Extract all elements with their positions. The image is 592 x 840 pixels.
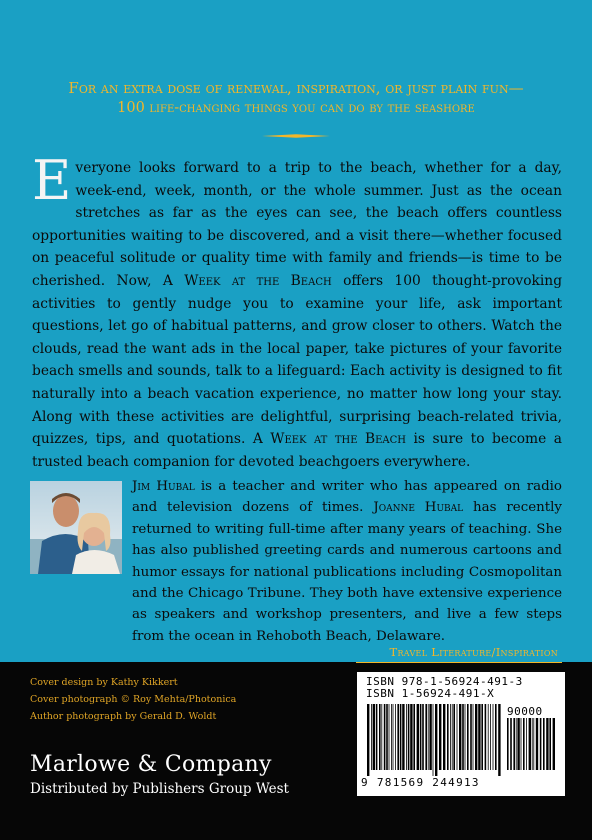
barcode-bar: [478, 704, 480, 770]
barcode-bar: [529, 718, 531, 770]
barcode-bar: [546, 718, 548, 770]
isbn-13: ISBN 978-1-56924-491-3: [366, 675, 523, 688]
barcode-bar: [498, 704, 500, 776]
barcode-bar: [488, 704, 489, 770]
barcode-bar: [526, 718, 527, 770]
barcode-bar: [540, 718, 542, 770]
barcode-bar: [462, 704, 464, 770]
barcode-bar: [402, 704, 404, 770]
tagline-line-2: 100 life-changing things you can do by the seashore: [117, 100, 475, 116]
barcode-bar: [420, 704, 422, 770]
barcode-bar: [417, 704, 419, 770]
barcode-bar: [395, 704, 396, 770]
drop-cap: E: [32, 149, 72, 212]
barcode-bar: [481, 704, 483, 770]
barcode-bar: [410, 704, 412, 770]
barcode-bar: [533, 718, 534, 770]
barcode-bar: [523, 718, 525, 770]
barcode-bar: [521, 718, 522, 770]
isbn-10: ISBN 1-56924-491-X: [366, 687, 495, 700]
barcode-bar: [428, 704, 429, 770]
book-title-inline: A Week at the Beach: [162, 272, 332, 289]
barcode-bar: [367, 704, 369, 776]
barcode-bar: [408, 704, 410, 770]
tagline-line-1: For an extra dose of renewal, inspiration, or just plain fun—: [68, 79, 524, 97]
barcode-bar: [391, 704, 392, 770]
barcode-bar: [490, 704, 491, 770]
barcode-bar: [435, 704, 437, 776]
barcode-bar: [400, 704, 402, 770]
credit-cover-design: Cover design by Kathy Kikkert: [30, 677, 178, 688]
barcode-bar: [516, 718, 517, 770]
barcode-bar: [485, 704, 487, 770]
barcode-bar: [425, 704, 427, 770]
ean-digits: 9 781569 244913: [361, 776, 480, 789]
description-text-1: veryone looks forward to a trip to the beach, whether for a day, week-end, week, month, or the whole summer. Just as the ocean stretches as far as the eyes can see, the beach offers countless opportunities waiting to be discovered, and a visit there—whether focused on peaceful solitude or quality time with family and friends—is time to be cherished. Now,: [32, 160, 562, 289]
tagline: [20, 78, 572, 118]
barcode-bar: [406, 704, 407, 770]
barcode-bar: [543, 718, 545, 770]
ornament-divider-icon: [262, 133, 330, 139]
barcode-bar: [453, 704, 455, 770]
description-text-2: offers 100 thought-provoking activities to gently nudge you to examine your life, ask important questions, let go of habitual patterns, and grow closer to others. Watch the clouds, read the want ads in the local paper, take pictures of your favorite beach smells and sounds, talk to a lifeguard: Each activity is designed to fit naturally into a beach vacation experience, no matter how long your stay. Along with these activities are delightful, surprising beach-related trivia, quizzes, tips, and quotations.: [32, 272, 563, 448]
barcode-bar: [536, 718, 538, 770]
barcode-bar: [452, 704, 453, 770]
barcode-bar: [379, 704, 381, 770]
author-photo: [30, 481, 122, 574]
barcode-bar: [376, 704, 378, 770]
publisher-name: Marlowe & Company: [30, 752, 272, 777]
barcode-bar: [422, 704, 424, 770]
author-bio: [132, 476, 562, 647]
barcode-bar: [413, 704, 415, 770]
barcode-bar: [553, 718, 555, 770]
barcode-bar: [393, 704, 394, 770]
barcode-bar: [473, 704, 474, 770]
barcode-bar: [493, 704, 494, 770]
barcode-bar: [459, 704, 461, 770]
price-barcode-icon: [507, 718, 557, 776]
credit-author-photo: Author photograph by Gerald D. Woldt: [30, 711, 217, 722]
barcode-panel: [357, 672, 565, 796]
ean-barcode-icon: [367, 704, 501, 776]
bio-text-1: is a teacher and writer who has appeared on radio and television dozens of times.: [132, 479, 562, 516]
barcode-bar: [450, 704, 451, 770]
barcode-bar: [457, 704, 458, 770]
barcode-bar: [495, 704, 497, 770]
barcode-bar: [386, 704, 388, 770]
author-name-1: Jim Hubal: [132, 479, 195, 494]
barcode-bar: [381, 704, 382, 770]
barcode-bar: [397, 704, 399, 770]
barcode-bar: [475, 704, 477, 770]
category-label: Travel Literature/Inspiration: [389, 645, 558, 659]
distributor-line: Distributed by Publishers Group West: [30, 781, 289, 797]
barcode-bar: [465, 704, 466, 770]
credit-cover-photo: Cover photograph © Roy Mehta/Photonica: [30, 694, 237, 705]
barcode-bar: [373, 704, 375, 770]
barcode-bar: [532, 718, 533, 770]
author-name-2: Joanne Hubal: [373, 500, 464, 516]
credits: [30, 674, 236, 725]
barcode-bar: [507, 718, 509, 770]
barcode-bar: [384, 704, 386, 770]
barcode-bar: [371, 704, 372, 770]
barcode-bar: [517, 718, 519, 770]
category-underline: [356, 662, 562, 663]
barcode-bar: [439, 704, 441, 770]
barcode-bar: [513, 718, 515, 770]
barcode-bar: [433, 704, 434, 776]
book-title-inline: A Week at the Beach: [252, 431, 407, 448]
barcode-bar: [389, 704, 390, 770]
barcode-bar: [470, 704, 472, 770]
barcode-bar: [429, 704, 431, 770]
description-text-3: is sure to become a trusted beach companion for devoted beachgoers everywhere.: [32, 431, 562, 470]
barcode-bar: [467, 704, 469, 770]
bio-text-2: has recently returned to writing full-time after many years of teaching. She has also published greeting cards and numerous cartoons and humor essays for national publications including Cosmopolitan and the Chicago Tribune. They both have extensive experience as speakers and workshop presenters, and live a few steps from the ocean in Rehoboth Beach, Delaware.: [132, 500, 562, 644]
barcode-bar: [447, 704, 449, 770]
barcode-bar: [549, 718, 551, 770]
price-code: 90000: [507, 705, 543, 718]
description-paragraph: [32, 149, 563, 473]
barcode-bar: [443, 704, 445, 770]
barcode-bar: [510, 718, 512, 770]
